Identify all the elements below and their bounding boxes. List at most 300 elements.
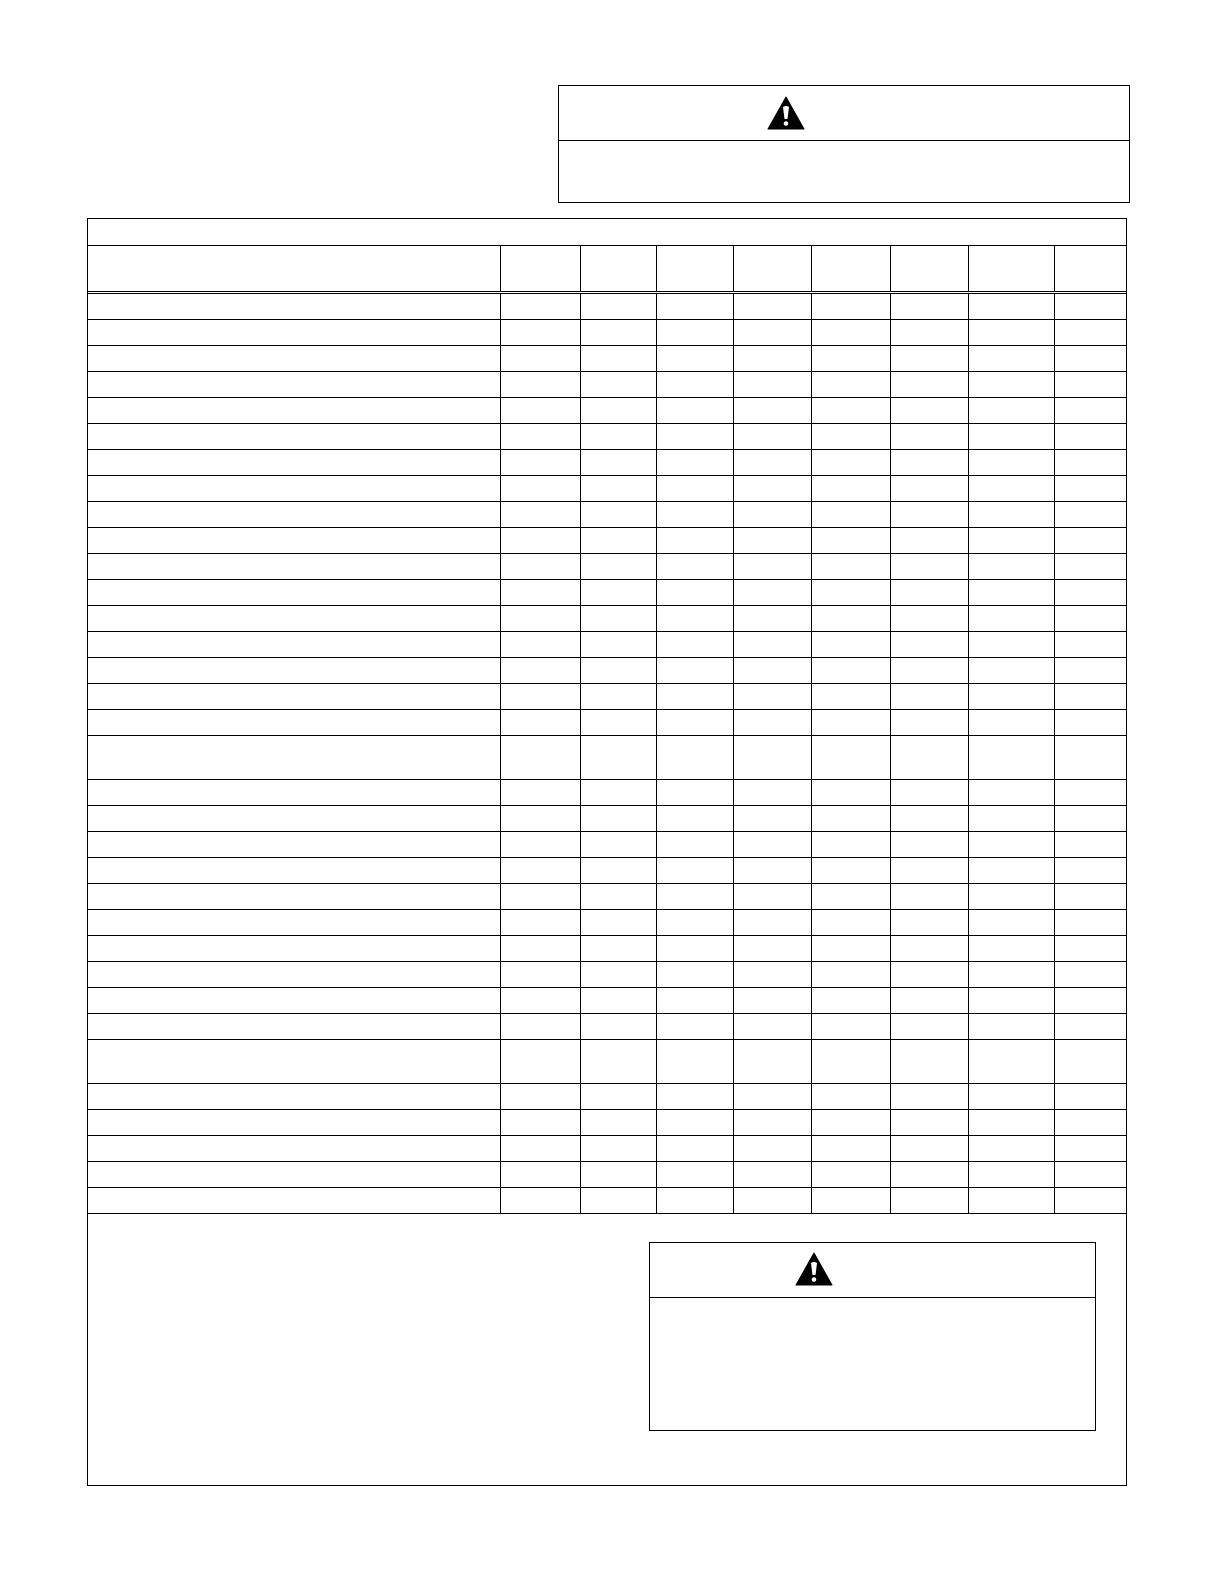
table-cell — [968, 580, 1054, 606]
table-cell — [733, 1084, 811, 1110]
top-warning-text — [559, 141, 1129, 202]
table-cell — [811, 1014, 890, 1040]
table-row — [88, 910, 1126, 936]
table-cell — [500, 832, 580, 858]
table-cell — [811, 1110, 890, 1136]
table-cell — [1054, 580, 1126, 606]
table-cell — [580, 832, 656, 858]
table-cell — [88, 293, 500, 320]
table-cell — [1054, 684, 1126, 710]
table-cell — [500, 632, 580, 658]
table-cell — [88, 832, 500, 858]
table-cell — [88, 450, 500, 476]
table-cell — [811, 372, 890, 398]
table-cell — [968, 476, 1054, 502]
table-cell — [580, 962, 656, 988]
table-cell — [733, 398, 811, 424]
table-cell — [890, 293, 968, 320]
table-cell — [733, 293, 811, 320]
table-cell — [500, 780, 580, 806]
table-cell — [88, 1040, 500, 1084]
table-cell — [968, 1162, 1054, 1188]
table-cell — [890, 528, 968, 554]
table-cell — [580, 910, 656, 936]
table-cell — [656, 884, 733, 910]
table-cell — [733, 580, 811, 606]
table-cell — [733, 1040, 811, 1084]
table-cell — [733, 806, 811, 832]
table-cell — [656, 372, 733, 398]
table-cell — [580, 1014, 656, 1040]
table-cell — [1054, 1110, 1126, 1136]
table-cell — [733, 632, 811, 658]
table-row — [88, 528, 1126, 554]
table-row — [88, 806, 1126, 832]
table-cell — [890, 346, 968, 372]
table-cell — [890, 658, 968, 684]
table-cell — [656, 684, 733, 710]
table-cell — [88, 658, 500, 684]
table-cell — [500, 580, 580, 606]
table-cell — [656, 1084, 733, 1110]
table-cell — [656, 832, 733, 858]
table-cell — [500, 710, 580, 736]
warning-triangle-icon — [795, 1252, 833, 1286]
table-row — [88, 554, 1126, 580]
table-cell — [811, 710, 890, 736]
table-row — [88, 684, 1126, 710]
table-cell — [968, 1014, 1054, 1040]
table-cell — [500, 1014, 580, 1040]
table-cell — [580, 424, 656, 450]
table-cell — [733, 988, 811, 1014]
table-cell — [580, 1162, 656, 1188]
column-header — [811, 246, 890, 293]
table-cell — [811, 528, 890, 554]
table-cell — [733, 936, 811, 962]
table-row — [88, 502, 1126, 528]
table-cell — [580, 476, 656, 502]
column-header — [890, 246, 968, 293]
table-cell — [88, 320, 500, 346]
table-cell — [580, 1188, 656, 1214]
table-cell — [968, 806, 1054, 832]
table-cell — [500, 372, 580, 398]
table-cell — [811, 450, 890, 476]
table-row — [88, 858, 1126, 884]
bottom-warning-header — [650, 1243, 1095, 1298]
table-cell — [890, 858, 968, 884]
column-header — [656, 246, 733, 293]
bottom-warning-box — [649, 1242, 1096, 1431]
specification-table — [88, 246, 1126, 1214]
table-cell — [733, 1136, 811, 1162]
bottom-warning-text — [650, 1298, 1095, 1430]
table-cell — [733, 606, 811, 632]
table-cell — [1054, 450, 1126, 476]
table-cell — [968, 884, 1054, 910]
column-header — [580, 246, 656, 293]
table-cell — [580, 1040, 656, 1084]
table-cell — [580, 398, 656, 424]
table-cell — [968, 293, 1054, 320]
table-cell — [656, 988, 733, 1014]
table-cell — [968, 1188, 1054, 1214]
table-cell — [890, 910, 968, 936]
table-cell — [500, 1084, 580, 1110]
table-cell — [968, 450, 1054, 476]
table-cell — [733, 736, 811, 780]
table-cell — [580, 1084, 656, 1110]
table-cell — [500, 1162, 580, 1188]
table-cell — [88, 684, 500, 710]
table-cell — [580, 632, 656, 658]
table-cell — [580, 684, 656, 710]
table-cell — [733, 346, 811, 372]
table-cell — [580, 658, 656, 684]
table-cell — [890, 936, 968, 962]
table-cell — [968, 780, 1054, 806]
table-title — [88, 219, 1126, 246]
table-cell — [811, 632, 890, 658]
table-cell — [656, 962, 733, 988]
table-cell — [968, 372, 1054, 398]
table-cell — [968, 528, 1054, 554]
table-cell — [811, 780, 890, 806]
table-cell — [656, 502, 733, 528]
top-warning-box — [558, 85, 1130, 203]
table-cell — [890, 1084, 968, 1110]
table-cell — [733, 372, 811, 398]
table-cell — [500, 398, 580, 424]
table-cell — [1054, 710, 1126, 736]
table-cell — [500, 1110, 580, 1136]
table-cell — [580, 450, 656, 476]
table-cell — [733, 1162, 811, 1188]
table-cell — [656, 658, 733, 684]
table-cell — [811, 658, 890, 684]
table-row — [88, 320, 1126, 346]
table-cell — [1054, 962, 1126, 988]
table-cell — [890, 502, 968, 528]
table-cell — [580, 606, 656, 632]
table-cell — [890, 398, 968, 424]
table-cell — [656, 710, 733, 736]
table-cell — [733, 710, 811, 736]
table-cell — [733, 832, 811, 858]
column-header — [968, 246, 1054, 293]
table-cell — [811, 293, 890, 320]
table-cell — [811, 1188, 890, 1214]
table-cell — [733, 450, 811, 476]
table-cell — [733, 554, 811, 580]
table-cell — [890, 580, 968, 606]
table-cell — [890, 832, 968, 858]
table-cell — [656, 554, 733, 580]
table-row — [88, 632, 1126, 658]
table-cell — [500, 936, 580, 962]
table-cell — [1054, 1136, 1126, 1162]
table-cell — [580, 858, 656, 884]
top-warning-header — [559, 86, 1129, 141]
table-cell — [890, 780, 968, 806]
table-cell — [968, 710, 1054, 736]
table-cell — [88, 476, 500, 502]
table-row — [88, 1084, 1126, 1110]
table-cell — [1054, 884, 1126, 910]
table-cell — [500, 502, 580, 528]
table-cell — [88, 502, 500, 528]
table-cell — [968, 398, 1054, 424]
table-cell — [1054, 372, 1126, 398]
table-cell — [656, 293, 733, 320]
table-cell — [1054, 293, 1126, 320]
table-cell — [580, 1110, 656, 1136]
table-cell — [656, 1162, 733, 1188]
table-cell — [656, 528, 733, 554]
table-cell — [890, 962, 968, 988]
table-cell — [890, 450, 968, 476]
table-cell — [968, 988, 1054, 1014]
table-cell — [88, 606, 500, 632]
table-cell — [811, 884, 890, 910]
table-cell — [500, 1188, 580, 1214]
table-cell — [1054, 1040, 1126, 1084]
table-cell — [890, 988, 968, 1014]
table-row — [88, 580, 1126, 606]
table-cell — [733, 424, 811, 450]
table-cell — [1054, 424, 1126, 450]
table-cell — [1054, 346, 1126, 372]
table-cell — [968, 962, 1054, 988]
table-cell — [733, 884, 811, 910]
table-cell — [1054, 606, 1126, 632]
table-row — [88, 293, 1126, 320]
table-cell — [890, 476, 968, 502]
table-cell — [811, 936, 890, 962]
table-cell — [88, 736, 500, 780]
table-cell — [500, 320, 580, 346]
table-row — [88, 1014, 1126, 1040]
table-cell — [580, 884, 656, 910]
warning-triangle-icon — [767, 96, 805, 130]
table-cell — [88, 962, 500, 988]
table-cell — [968, 684, 1054, 710]
table-cell — [580, 806, 656, 832]
table-cell — [890, 1188, 968, 1214]
table-cell — [500, 293, 580, 320]
table-cell — [968, 910, 1054, 936]
table-cell — [500, 858, 580, 884]
table-cell — [88, 710, 500, 736]
table-cell — [500, 476, 580, 502]
table-cell — [656, 606, 733, 632]
table-cell — [811, 1084, 890, 1110]
table-cell — [811, 910, 890, 936]
table-cell — [733, 528, 811, 554]
table-cell — [968, 1110, 1054, 1136]
table-cell — [890, 424, 968, 450]
table-cell — [500, 450, 580, 476]
column-header — [733, 246, 811, 293]
table-cell — [656, 806, 733, 832]
table-row — [88, 1188, 1126, 1214]
table-cell — [1054, 1162, 1126, 1188]
table-cell — [811, 424, 890, 450]
table-cell — [656, 780, 733, 806]
table-cell — [890, 632, 968, 658]
table-cell — [656, 1014, 733, 1040]
table-cell — [88, 988, 500, 1014]
table-cell — [811, 554, 890, 580]
table-cell — [733, 1110, 811, 1136]
table-row — [88, 1040, 1126, 1084]
table-cell — [580, 1136, 656, 1162]
column-header — [500, 246, 580, 293]
table-cell — [733, 476, 811, 502]
table-cell — [656, 580, 733, 606]
table-cell — [580, 936, 656, 962]
table-cell — [1054, 632, 1126, 658]
table-cell — [890, 1110, 968, 1136]
table-cell — [580, 372, 656, 398]
table-cell — [88, 580, 500, 606]
table-row — [88, 736, 1126, 780]
table-cell — [500, 658, 580, 684]
table-cell — [500, 806, 580, 832]
table-row — [88, 832, 1126, 858]
table-cell — [733, 962, 811, 988]
table-cell — [733, 858, 811, 884]
table-cell — [811, 1162, 890, 1188]
table-cell — [580, 554, 656, 580]
table-cell — [968, 832, 1054, 858]
table-cell — [733, 780, 811, 806]
table-cell — [890, 320, 968, 346]
table-row — [88, 372, 1126, 398]
column-header — [88, 246, 500, 293]
table-cell — [88, 554, 500, 580]
table-cell — [811, 398, 890, 424]
table-row — [88, 424, 1126, 450]
table-cell — [811, 806, 890, 832]
table-cell — [88, 1188, 500, 1214]
table-row — [88, 476, 1126, 502]
table-cell — [968, 554, 1054, 580]
table-cell — [890, 554, 968, 580]
table-cell — [968, 736, 1054, 780]
table-cell — [811, 858, 890, 884]
table-cell — [890, 1014, 968, 1040]
table-cell — [890, 710, 968, 736]
table-cell — [1054, 1014, 1126, 1040]
table-cell — [890, 806, 968, 832]
table-cell — [811, 1040, 890, 1084]
table-cell — [890, 884, 968, 910]
table-cell — [500, 884, 580, 910]
table-cell — [1054, 658, 1126, 684]
table-cell — [1054, 398, 1126, 424]
table-cell — [1054, 528, 1126, 554]
table-row — [88, 1110, 1126, 1136]
table-cell — [890, 684, 968, 710]
table-cell — [1054, 780, 1126, 806]
table-cell — [500, 962, 580, 988]
table-cell — [1054, 832, 1126, 858]
table-cell — [580, 580, 656, 606]
table-cell — [811, 832, 890, 858]
table-row — [88, 962, 1126, 988]
table-cell — [656, 936, 733, 962]
table-cell — [733, 1188, 811, 1214]
table-cell — [88, 910, 500, 936]
table-cell — [890, 372, 968, 398]
table-cell — [500, 910, 580, 936]
table-cell — [88, 1084, 500, 1110]
table-cell — [811, 320, 890, 346]
table-cell — [890, 736, 968, 780]
table-cell — [1054, 476, 1126, 502]
table-row — [88, 450, 1126, 476]
table-cell — [1054, 502, 1126, 528]
table-cell — [733, 658, 811, 684]
table-cell — [968, 632, 1054, 658]
table-cell — [88, 1136, 500, 1162]
table-cell — [733, 502, 811, 528]
table-cell — [1054, 806, 1126, 832]
table-cell — [656, 476, 733, 502]
table-cell — [968, 502, 1054, 528]
table-cell — [890, 1162, 968, 1188]
table-cell — [968, 936, 1054, 962]
table-cell — [968, 346, 1054, 372]
table-cell — [968, 424, 1054, 450]
table-cell — [733, 684, 811, 710]
table-cell — [656, 632, 733, 658]
table-cell — [88, 528, 500, 554]
table-cell — [968, 858, 1054, 884]
table-cell — [1054, 1188, 1126, 1214]
table-row — [88, 710, 1126, 736]
table-cell — [580, 988, 656, 1014]
table-cell — [811, 988, 890, 1014]
table-cell — [1054, 858, 1126, 884]
table-cell — [500, 554, 580, 580]
table-cell — [500, 528, 580, 554]
table-cell — [968, 1084, 1054, 1110]
table-cell — [811, 736, 890, 780]
table-cell — [1054, 320, 1126, 346]
table-cell — [811, 580, 890, 606]
table-cell — [811, 962, 890, 988]
table-cell — [580, 346, 656, 372]
table-cell — [656, 1040, 733, 1084]
table-cell — [500, 346, 580, 372]
table-cell — [500, 988, 580, 1014]
table-cell — [500, 1136, 580, 1162]
table-cell — [580, 710, 656, 736]
table-cell — [656, 858, 733, 884]
table-cell — [656, 1188, 733, 1214]
table-row — [88, 936, 1126, 962]
table-cell — [1054, 988, 1126, 1014]
table-cell — [656, 736, 733, 780]
table-cell — [656, 346, 733, 372]
table-cell — [968, 1040, 1054, 1084]
table-cell — [890, 606, 968, 632]
table-row — [88, 1136, 1126, 1162]
table-cell — [1054, 554, 1126, 580]
